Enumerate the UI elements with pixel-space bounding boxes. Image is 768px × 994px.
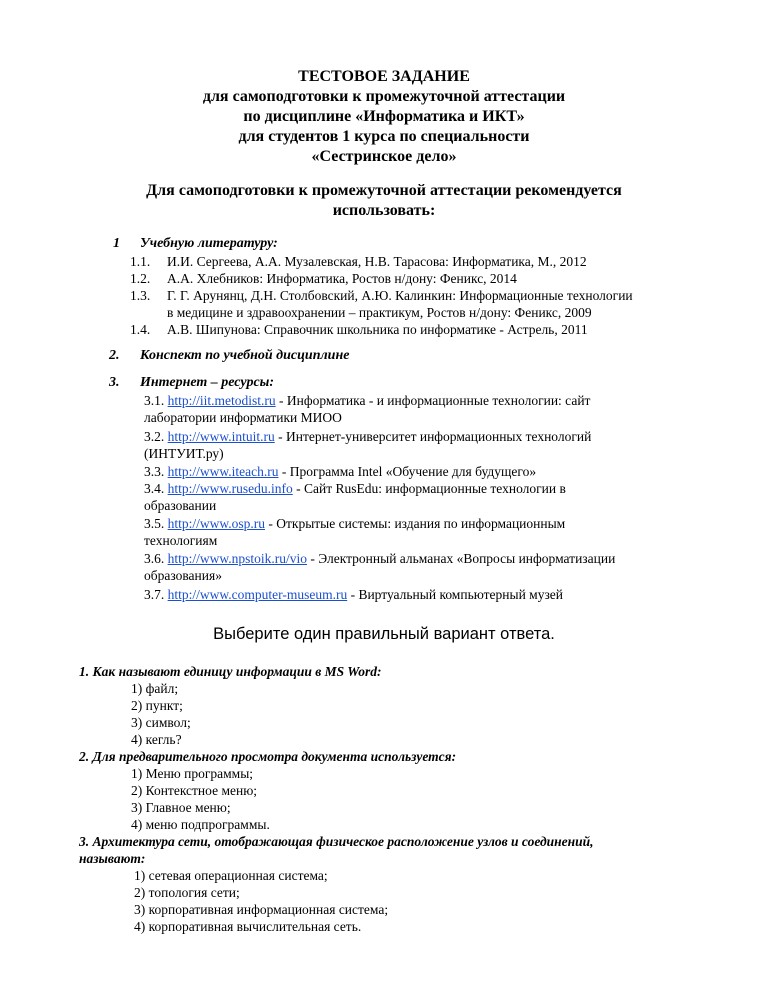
doc-subtitle-line-3: для студентов 1 курса по специальности	[238, 128, 530, 145]
resource-number: 3.5.	[144, 516, 165, 531]
answer-option: 4) кегль?	[131, 732, 182, 747]
resource-number: 3.6.	[144, 551, 165, 566]
resource-item	[144, 464, 536, 480]
section-2-label: Конспект по учебной дисциплине	[140, 348, 350, 363]
section-3-number: 3.	[109, 375, 120, 390]
resource-number: 3.2.	[144, 429, 165, 444]
resource-item	[144, 481, 566, 497]
lit-item-text: А.А. Хлебников: Информатика, Ростов н/дону: Феникс, 2014	[167, 271, 517, 286]
answer-option: 4) меню подпрограммы.	[131, 817, 270, 832]
section-3-label: Интернет – ресурсы:	[140, 375, 275, 390]
question-text: 3. Архитектура сети, отображающая физическое расположение узлов и соединений,	[79, 834, 594, 849]
doc-subtitle-line-2: по дисциплине «Информатика и ИКТ»	[243, 108, 525, 125]
resource-number: 3.1.	[144, 393, 165, 408]
resource-number: 3.3.	[144, 464, 165, 479]
resource-item	[144, 429, 591, 445]
resource-description: - Информатика - и информационные технологии: сайт	[275, 393, 591, 408]
resource-link[interactable]: http://www.intuit.ru	[167, 429, 275, 444]
question-text-cont: называют:	[79, 851, 146, 866]
resource-number: 3.7.	[144, 587, 165, 602]
resource-link[interactable]: http://www.rusedu.info	[167, 481, 293, 496]
lit-item-text: Г. Г. Арунянц, Д.Н. Столбовский, А.Ю. Калинкин: Информационные технологии	[167, 288, 633, 303]
lit-item-number: 1.2.	[130, 271, 151, 286]
instruction-heading: Выберите один правильный вариант ответа.	[213, 625, 555, 643]
resource-description-cont: лаборатории информатики МИОО	[144, 410, 342, 425]
lit-item-text: А.В. Шипунова: Справочник школьника по информатике - Астрель, 2011	[167, 322, 588, 337]
resource-description: - Виртуальный компьютерный музей	[347, 587, 564, 602]
answer-option: 2) топология сети;	[134, 885, 240, 900]
recommend-heading-line-1: Для самоподготовки к промежуточной аттестации рекомендуется	[146, 182, 622, 199]
answer-option: 2) пункт;	[131, 698, 183, 713]
resource-description-cont: (ИНТУИТ.ру)	[144, 446, 224, 461]
doc-title: ТЕСТОВОЕ ЗАДАНИЕ	[298, 68, 470, 85]
section-2-number: 2.	[109, 348, 120, 363]
answer-option: 2) Контекстное меню;	[131, 783, 258, 798]
resource-description-cont: образования»	[144, 568, 222, 583]
resource-description: - Программа Intel «Обучение для будущего»	[278, 464, 537, 479]
resource-description: - Сайт RusEdu: информационные технологии в	[292, 481, 566, 496]
resource-link[interactable]: http://www.computer-museum.ru	[167, 587, 348, 602]
section-1-label: Учебную литературу:	[140, 236, 278, 251]
resource-description: - Открытые системы: издания по информационным	[265, 516, 566, 531]
question-text: 2. Для предварительного просмотра документа используется:	[79, 749, 457, 764]
question-text: 1. Как называют единицу информации в MS Word:	[79, 664, 382, 679]
lit-item-number: 1.1.	[130, 254, 151, 269]
doc-subtitle-line-1: для самоподготовки к промежуточной аттестации	[202, 88, 566, 105]
resource-link[interactable]: http://www.npstoik.ru/vio	[167, 551, 308, 566]
lit-item-text: И.И. Сергеева, А.А. Музалевская, Н.В. Тарасова: Информатика, М., 2012	[167, 254, 587, 269]
resource-description: - Электронный альманах «Вопросы информатизации	[307, 551, 616, 566]
answer-option: 3) Главное меню;	[131, 800, 231, 815]
resource-item	[144, 587, 563, 603]
answer-option: 3) символ;	[131, 715, 191, 730]
answer-option: 1) сетевая операционная система;	[134, 868, 328, 883]
answer-option: 3) корпоративная информационная система;	[134, 902, 389, 917]
resource-description: - Интернет-университет информационных технологий	[274, 429, 592, 444]
answer-option: 4) корпоративная вычислительная сеть.	[134, 919, 362, 934]
lit-item-number: 1.4.	[130, 322, 151, 337]
resource-link[interactable]: http://www.iteach.ru	[167, 464, 279, 479]
answer-option: 1) Меню программы;	[131, 766, 254, 781]
lit-item-text-cont: в медицине и здравоохранении – практикум, Ростов н/дону: Феникс, 2009	[167, 305, 592, 320]
answer-option: 1) файл;	[131, 681, 179, 696]
resource-item	[144, 516, 565, 532]
resource-description-cont: технологиям	[144, 533, 218, 548]
resource-link[interactable]: http://www.osp.ru	[167, 516, 265, 531]
resource-item	[144, 393, 590, 409]
recommend-heading-line-2: использовать:	[332, 202, 436, 219]
section-1-number: 1	[113, 236, 120, 251]
resource-description-cont: образовании	[144, 498, 217, 513]
resource-number: 3.4.	[144, 481, 165, 496]
resource-item	[144, 551, 615, 567]
doc-subtitle-line-4: «Сестринское дело»	[311, 148, 457, 165]
lit-item-number: 1.3.	[130, 288, 151, 303]
resource-link[interactable]: http://iit.metodist.ru	[167, 393, 276, 408]
